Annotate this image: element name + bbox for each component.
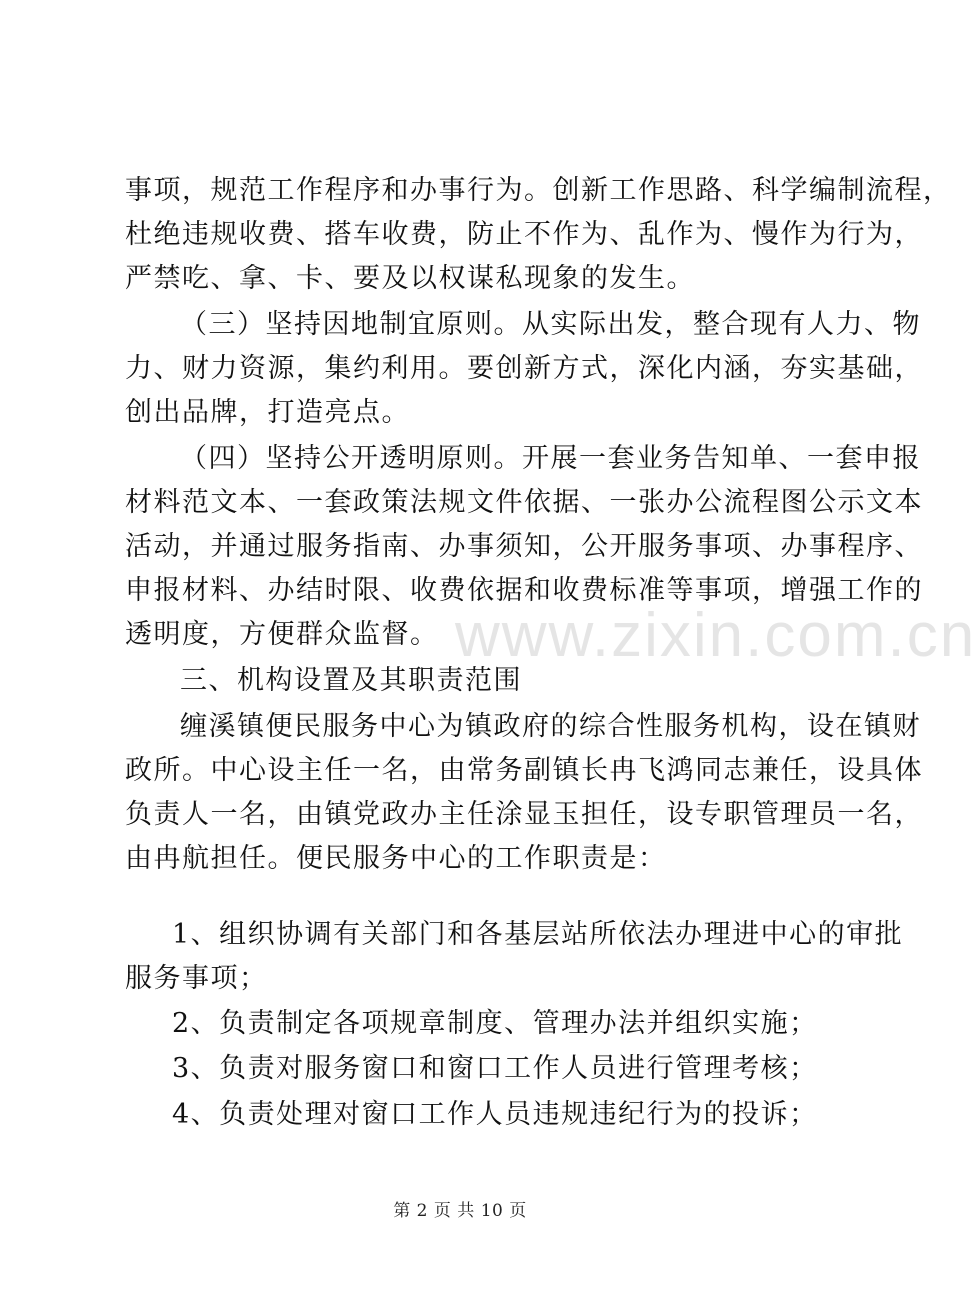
text-line: （三）坚持因地制宜原则。从实际出发，整合现有人力、物 [180, 309, 921, 340]
text-line: 力、财力资源，集约利用。要创新方式，深化内涵，夯实基础， [125, 353, 923, 384]
text-line: 负责人一名，由镇党政办主任涂显玉担任，设专职管理员一名， [125, 799, 923, 830]
list-item: 1、组织协调有关部门和各基层站所依法办理进中心的审批 [172, 919, 904, 950]
text-line: 创出品牌，打造亮点。 [125, 397, 410, 428]
text-line: 活动，并通过服务指南、办事须知，公开服务事项、办事程序、 [125, 531, 923, 562]
section-heading: 三、机构设置及其职责范围 [180, 665, 522, 696]
list-item: 2、负责制定各项规章制度、管理办法并组织实施； [172, 1008, 818, 1039]
text-line: 申报材料、办结时限、收费依据和收费标准等事项，增强工作的 [125, 575, 923, 606]
text-line: 事项，规范工作程序和办事行为。创新工作思路、科学编制流程， [125, 175, 952, 206]
text-line: 透明度，方便群众监督。 [125, 619, 439, 650]
list-item: 3、负责对服务窗口和窗口工作人员进行管理考核； [172, 1053, 818, 1084]
list-item: 4、负责处理对窗口工作人员违规违纪行为的投诉； [172, 1099, 818, 1130]
text-line: 严禁吃、拿、卡、要及以权谋私现象的发生。 [125, 263, 695, 294]
text-line: （四）坚持公开透明原则。开展一套业务告知单、一套申报 [180, 443, 921, 474]
text-line: 由冉航担任。便民服务中心的工作职责是： [125, 843, 667, 874]
text-line: 缠溪镇便民服务中心为镇政府的综合性服务机构，设在镇财 [180, 711, 921, 742]
list-item: 服务事项； [125, 963, 268, 994]
watermark: www.zixin.com.cn [455, 601, 976, 670]
page-footer: 第 2 页 共 10 页 [393, 1201, 527, 1221]
text-line: 政所。中心设主任一名，由常务副镇长冉飞鸿同志兼任，设具体 [125, 755, 923, 786]
text-line: 材料范文本、一套政策法规文件依据、一张办公流程图公示文本 [125, 487, 923, 518]
text-line: 杜绝违规收费、搭车收费，防止不作为、乱作为、慢作为行为， [125, 219, 923, 250]
